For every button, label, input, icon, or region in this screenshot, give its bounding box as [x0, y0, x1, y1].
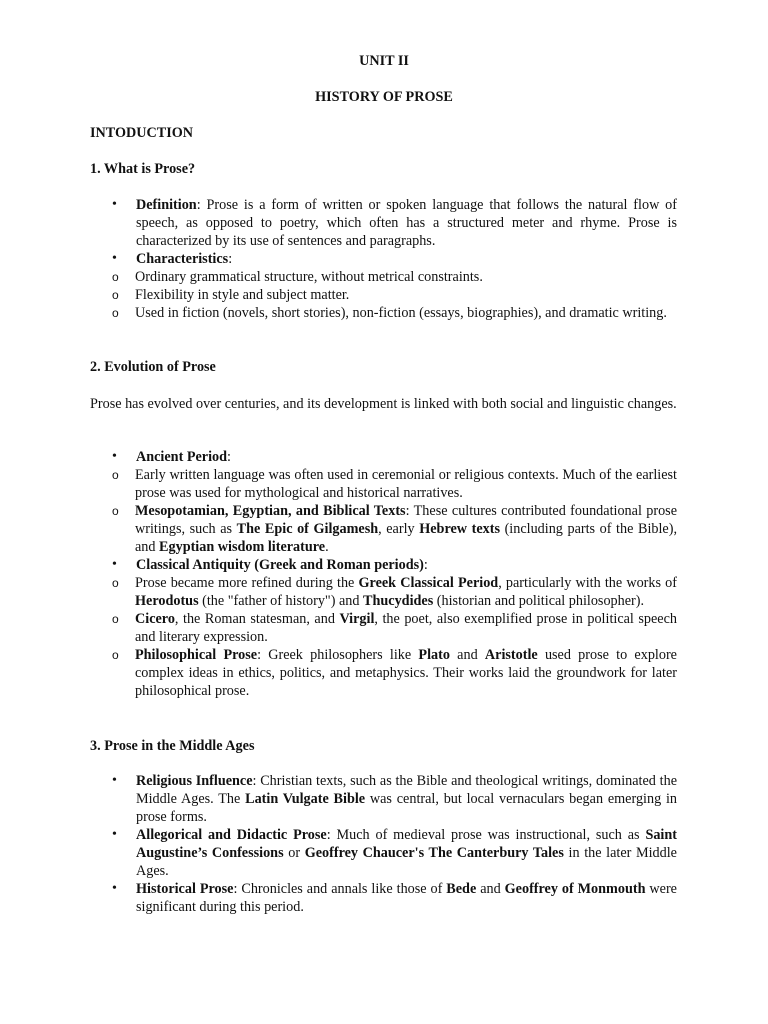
ancient-sub-text: Early written language was often used in ceremonial or religious contexts. Much of the earliest prose was used for mythological and historical narratives. — [135, 467, 677, 501]
body-text: (including parts of the Bible), and — [135, 521, 677, 555]
characteristic-item — [90, 268, 677, 286]
introduction-heading: INTODUCTION — [90, 125, 194, 141]
classical-sub-item — [90, 646, 677, 700]
bold-text: Plato — [418, 647, 450, 663]
body-text: , the poet, also exemplified prose in political speech and literary expression. — [135, 611, 677, 645]
bold-text: Latin Vulgate Bible — [245, 791, 366, 807]
bullet-icon: • — [112, 251, 117, 266]
characteristic-item — [90, 286, 677, 304]
body-text: : Chronicles and annals like those of — [233, 881, 447, 897]
body-text: , early — [378, 521, 420, 537]
classical-sub-item — [90, 574, 677, 610]
bullet-icon: • — [112, 197, 117, 212]
body-text: and — [476, 881, 505, 897]
body-text: or — [283, 845, 305, 861]
bold-text: Thucydides — [363, 593, 434, 609]
unit-title: UNIT II — [359, 53, 409, 69]
body-text: used prose to explore complex ideas in ethics, politics, and metaphysics. Their works laid the groundwork for later philosophical prose. — [135, 647, 677, 699]
bullet-icon: • — [112, 773, 117, 788]
sub-bullet-icon: o — [112, 648, 119, 662]
body-text: were significant during this period. — [136, 881, 677, 915]
ancient-period-item — [90, 448, 677, 466]
section-2-list — [90, 448, 677, 700]
classical-antiquity-term: Classical Antiquity (Greek and Roman periods) — [136, 557, 424, 573]
body-text: and — [449, 647, 485, 663]
body-text: : These cultures contributed foundational prose writings, such as — [135, 503, 677, 537]
ancient-period-term: Ancient Period — [136, 449, 228, 465]
body-text: , particularly with the works of — [498, 575, 677, 591]
characteristics-item — [90, 250, 677, 268]
document-title: HISTORY OF PROSE — [315, 89, 453, 105]
body-text: was central, but local vernaculars began emerging in prose forms. — [136, 791, 677, 825]
bullet-icon: • — [112, 881, 117, 896]
characteristics-colon: : — [228, 251, 233, 267]
characteristic-item — [90, 304, 677, 322]
section-2-intro: Prose has evolved over centuries, and its development is linked with both social and linguistic changes. — [90, 396, 677, 412]
body-text: : Christian texts, such as the Bible and theological writings, dominated the Middle Ages. The — [136, 773, 677, 807]
bold-text: Philosophical Prose — [135, 647, 258, 663]
bullet-icon: • — [112, 827, 117, 842]
bold-text: Aristotle — [484, 647, 538, 663]
section-1-heading: 1. What is Prose? — [90, 161, 196, 177]
sub-bullet-icon: o — [112, 288, 119, 302]
bold-text: The Epic of Gilgamesh — [236, 521, 379, 537]
definition-term: Definition — [136, 197, 197, 213]
body-text: in the later Middle Ages. — [136, 845, 677, 879]
section-2-heading: 2. Evolution of Prose — [90, 359, 216, 375]
bold-text: Cicero — [135, 611, 175, 627]
sub-bullet-icon: o — [112, 306, 119, 320]
bold-text: Historical Prose — [136, 881, 234, 897]
body-text: , the Roman statesman, and — [174, 611, 340, 627]
bold-text: Herodotus — [135, 593, 199, 609]
section-3-list — [90, 772, 677, 916]
bold-text: Religious Influence — [136, 773, 253, 789]
ancient-period-colon: : — [227, 449, 231, 465]
ancient-sub-item — [90, 466, 677, 502]
classical-antiquity-colon: : — [423, 557, 428, 573]
ancient-sub-item — [90, 502, 677, 556]
definition-text: : Prose is a form of written or spoken language that follows the natural flow of speech, as opposed to poetry, which often has a structured meter and rhyme. Prose is characterized by its use of sentences and paragraphs. — [136, 197, 677, 249]
classical-sub-item — [90, 610, 677, 646]
body-text: : Much of medieval prose was instructional, such as — [326, 827, 646, 843]
classical-antiquity-item — [90, 556, 677, 574]
historical-prose-item — [90, 880, 677, 916]
body-text: . — [325, 539, 329, 555]
sub-bullet-icon: o — [112, 576, 119, 590]
body-text: Prose became more refined during the — [135, 575, 359, 591]
allegorical-prose-item — [90, 826, 677, 880]
bullet-icon: • — [112, 557, 117, 572]
sub-bullet-icon: o — [112, 468, 119, 482]
bold-text: Geoffrey Chaucer's The Canterbury Tales — [304, 845, 564, 861]
section-1-list — [90, 196, 677, 322]
bold-text: Saint Augustine’s Confessions — [136, 827, 677, 861]
characteristics-term: Characteristics — [136, 251, 229, 267]
bold-text: Geoffrey of Monmouth — [504, 881, 646, 897]
characteristic-text: Flexibility in style and subject matter. — [135, 287, 350, 303]
characteristic-text: Ordinary grammatical structure, without metrical constraints. — [135, 269, 483, 285]
religious-influence-item — [90, 772, 677, 826]
sub-bullet-icon: o — [112, 504, 119, 518]
bold-text: Hebrew texts — [419, 521, 500, 537]
sub-bullet-icon: o — [112, 612, 119, 626]
section-3-heading: 3. Prose in the Middle Ages — [90, 738, 255, 754]
bullet-icon: • — [112, 449, 117, 464]
characteristic-text: Used in fiction (novels, short stories), non-fiction (essays, biographies), and dramatic writing. — [135, 305, 667, 321]
bold-text: Virgil — [339, 611, 375, 627]
sub-bullet-icon: o — [112, 270, 119, 284]
body-text: (historian and political philosopher). — [433, 593, 645, 609]
bold-text: Allegorical and Didactic Prose — [136, 827, 327, 843]
bold-text: Mesopotamian, Egyptian, and Biblical Texts — [135, 503, 406, 519]
bold-text: Egyptian wisdom literature — [159, 539, 326, 555]
body-text: (the "father of history") and — [198, 593, 364, 609]
definition-item — [90, 196, 677, 250]
bold-text: Bede — [446, 881, 477, 897]
bold-text: Greek Classical Period — [358, 575, 499, 591]
body-text: : Greek philosophers like — [257, 647, 419, 663]
